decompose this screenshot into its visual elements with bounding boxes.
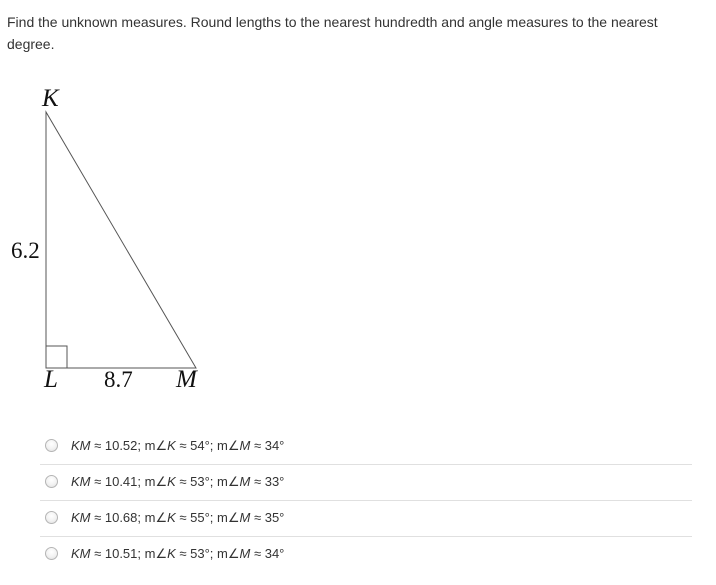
answer-option-label: KM ≈ 10.52; m∠K ≈ 54°; m∠M ≈ 34° xyxy=(71,438,285,453)
radio-button[interactable] xyxy=(45,439,58,452)
answer-option[interactable] xyxy=(40,429,692,465)
side-length-kl: 6.2 xyxy=(11,238,40,263)
answer-option[interactable] xyxy=(40,501,692,537)
answer-option-label: KM ≈ 10.68; m∠K ≈ 55°; m∠M ≈ 35° xyxy=(71,510,285,525)
radio-button[interactable] xyxy=(45,475,58,488)
answer-option[interactable] xyxy=(40,537,692,572)
right-triangle-diagram xyxy=(0,80,240,400)
answer-choices xyxy=(40,429,692,572)
vertex-label-k: K xyxy=(42,85,59,112)
question-prompt: Find the unknown measures. Round lengths to the nearest hundredth and angle measures to the nearest degree. xyxy=(7,14,658,52)
triangle-klm xyxy=(46,112,196,368)
answer-option[interactable] xyxy=(40,465,692,501)
side-length-lm: 8.7 xyxy=(104,367,133,392)
radio-button[interactable] xyxy=(45,511,58,524)
vertex-label-l: L xyxy=(44,366,58,393)
answer-option-label: KM ≈ 10.41; m∠K ≈ 53°; m∠M ≈ 33° xyxy=(71,474,285,489)
right-angle-marker xyxy=(46,346,67,368)
radio-button[interactable] xyxy=(45,547,58,560)
vertex-label-m: M xyxy=(176,366,197,393)
answer-option-label: KM ≈ 10.51; m∠K ≈ 53°; m∠M ≈ 34° xyxy=(71,546,285,561)
